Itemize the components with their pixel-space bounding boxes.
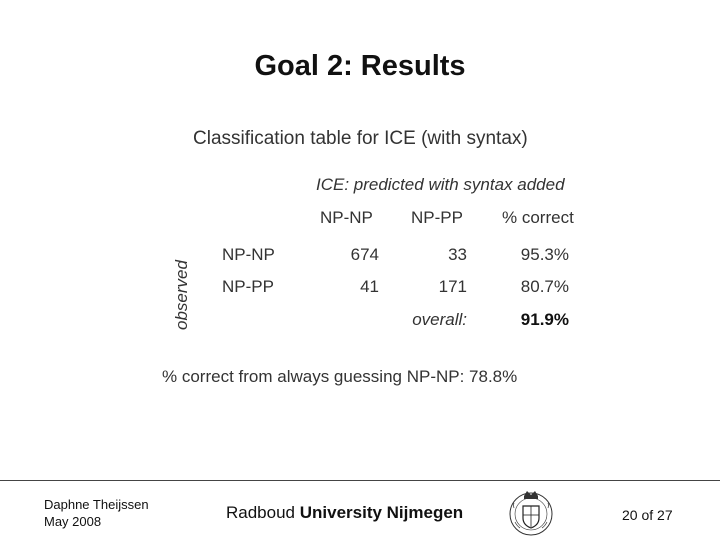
footer-author-block <box>44 496 149 530</box>
footer-university <box>226 503 463 523</box>
row-label-np-pp: NP-PP <box>222 277 274 296</box>
footer-divider <box>0 480 720 481</box>
overall-label: overall: <box>412 310 467 329</box>
cell-np-pp-np-np: 41 <box>360 277 379 296</box>
baseline-note: % correct from always guessing NP-NP: 78.8% <box>162 367 518 386</box>
cell-np-pp-np-pp: 171 <box>438 277 467 296</box>
cell-np-np-np-np: 674 <box>350 245 379 264</box>
slide-title: Goal 2: Results <box>254 50 466 82</box>
footer-university-part1: Radboud <box>226 503 300 522</box>
cell-np-np-np-pp: 33 <box>448 245 467 264</box>
column-header-pct-correct: % correct <box>502 208 574 227</box>
observed-axis-label: observed <box>172 260 191 330</box>
column-header-np-pp: NP-PP <box>411 208 463 227</box>
footer-author: Daphne Theijssen <box>44 497 149 512</box>
predicted-axis-label: ICE: predicted with syntax added <box>316 175 565 194</box>
overall-value: 91.9% <box>520 310 569 329</box>
university-seal-icon <box>508 484 554 543</box>
table-caption: Classification table for ICE (with syntax) <box>193 128 528 149</box>
footer-university-part2: University Nijmegen <box>299 503 464 522</box>
cell-np-np-pct-correct: 95.3% <box>520 245 569 264</box>
page-number: 20 of 27 <box>622 507 673 523</box>
footer-date: May 2008 <box>44 514 102 529</box>
column-header-np-np: NP-NP <box>320 208 373 227</box>
cell-np-pp-pct-correct: 80.7% <box>520 277 569 296</box>
row-label-np-np: NP-NP <box>222 245 275 264</box>
